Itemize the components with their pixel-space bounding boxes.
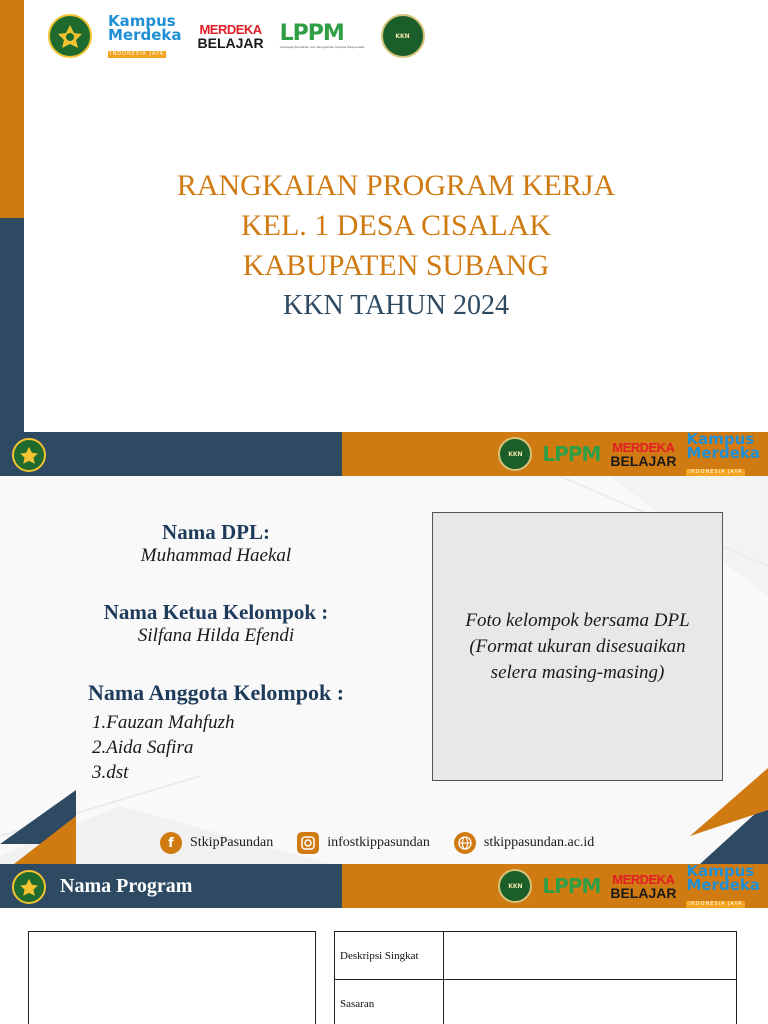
website-link[interactable]: stkippasundan.ac.id	[454, 832, 594, 854]
header-logos	[498, 434, 760, 474]
lppm-logo: LPPM	[542, 442, 601, 466]
list-item: 2.Aida Safira	[92, 737, 194, 758]
social-links	[160, 832, 594, 854]
pasundan-seal-icon: KKN	[381, 14, 425, 58]
facebook-link[interactable]: f StkipPasundan	[160, 832, 273, 854]
header-bar-navy	[0, 432, 342, 476]
page-subtitle: KKN TAHUN 2024	[283, 290, 509, 321]
lppm-logo: LPPM Lembaga Penelitian dan Pengabdian kepada Masyarakat	[279, 21, 365, 49]
merdeka-belajar-logo: MERDEKA BELAJAR	[610, 439, 677, 469]
dpl-block	[40, 520, 392, 567]
anggota-block	[40, 680, 392, 706]
merdeka-belajar-logo: MERDEKA BELAJAR	[197, 21, 264, 51]
kampus-merdeka-logo: Kampus Merdeka INDONESIA JAYA	[686, 432, 760, 476]
dpl-label: Nama DPL:	[162, 520, 270, 544]
table-cell-label: Deskripsi Singkat	[335, 932, 444, 980]
dpl-name: Muhammad Haekal	[140, 545, 292, 566]
instagram-link[interactable]: infostkippasundan	[297, 832, 430, 854]
header-bar	[0, 432, 768, 476]
kampus-merdeka-logo: Kampus Merdeka INDONESIA JAYA	[108, 11, 182, 58]
title-line-3: KABUPATEN SUBANG	[242, 249, 550, 282]
table-cell-value	[444, 932, 737, 980]
list-item: 1.Fauzan Mahfuzh	[92, 712, 235, 733]
anggota-list	[92, 710, 235, 785]
globe-icon	[454, 832, 476, 854]
university-seal-icon	[12, 870, 46, 904]
anggota-label: Nama Anggota Kelompok :	[87, 680, 345, 705]
table-row	[335, 980, 737, 1024]
title-line-1: RANGKAIAN PROGRAM KERJA	[176, 169, 616, 202]
accent-bar-navy	[0, 218, 24, 432]
title-line-2: KEL. 1 DESA CISALAK	[240, 209, 551, 242]
slide-group-info	[0, 432, 768, 864]
ketua-name: Silfana Hilda Efendi	[137, 625, 295, 646]
university-seal-icon	[48, 14, 92, 58]
lppm-logo: LPPM	[542, 874, 601, 898]
ketua-block	[40, 600, 392, 647]
header-logos	[498, 866, 760, 906]
photo-caption-line-3: selera masing-masing)	[490, 661, 665, 683]
photo-caption-line-1: Foto kelompok bersama DPL	[465, 609, 690, 631]
merdeka-belajar-logo: MERDEKA BELAJAR	[610, 871, 677, 901]
table-cell-label: Sasaran	[335, 980, 444, 1024]
facebook-icon: f	[160, 832, 182, 854]
table-cell-value	[444, 980, 737, 1024]
program-table	[334, 931, 737, 1024]
accent-bar-orange	[0, 0, 24, 218]
program-title: Nama Program	[60, 875, 193, 897]
kampus-merdeka-logo: Kampus Merdeka INDONESIA JAYA	[686, 864, 760, 908]
instagram-icon	[297, 832, 319, 854]
slide-title	[0, 0, 768, 432]
page-title	[24, 166, 768, 286]
table-row	[335, 932, 737, 980]
university-seal-icon	[12, 438, 46, 472]
pasundan-seal-icon: KKN	[498, 437, 532, 471]
program-photo-box	[28, 931, 316, 1024]
header-bar	[0, 864, 768, 908]
photo-placeholder	[432, 512, 723, 781]
photo-caption-line-2: (Format ukuran disesuaikan	[469, 635, 686, 657]
list-item: 3.dst	[92, 762, 129, 783]
logo-row	[48, 12, 425, 60]
ketua-label: Nama Ketua Kelompok :	[103, 600, 329, 624]
slide-program	[0, 864, 768, 1024]
pasundan-seal-icon: KKN	[498, 869, 532, 903]
